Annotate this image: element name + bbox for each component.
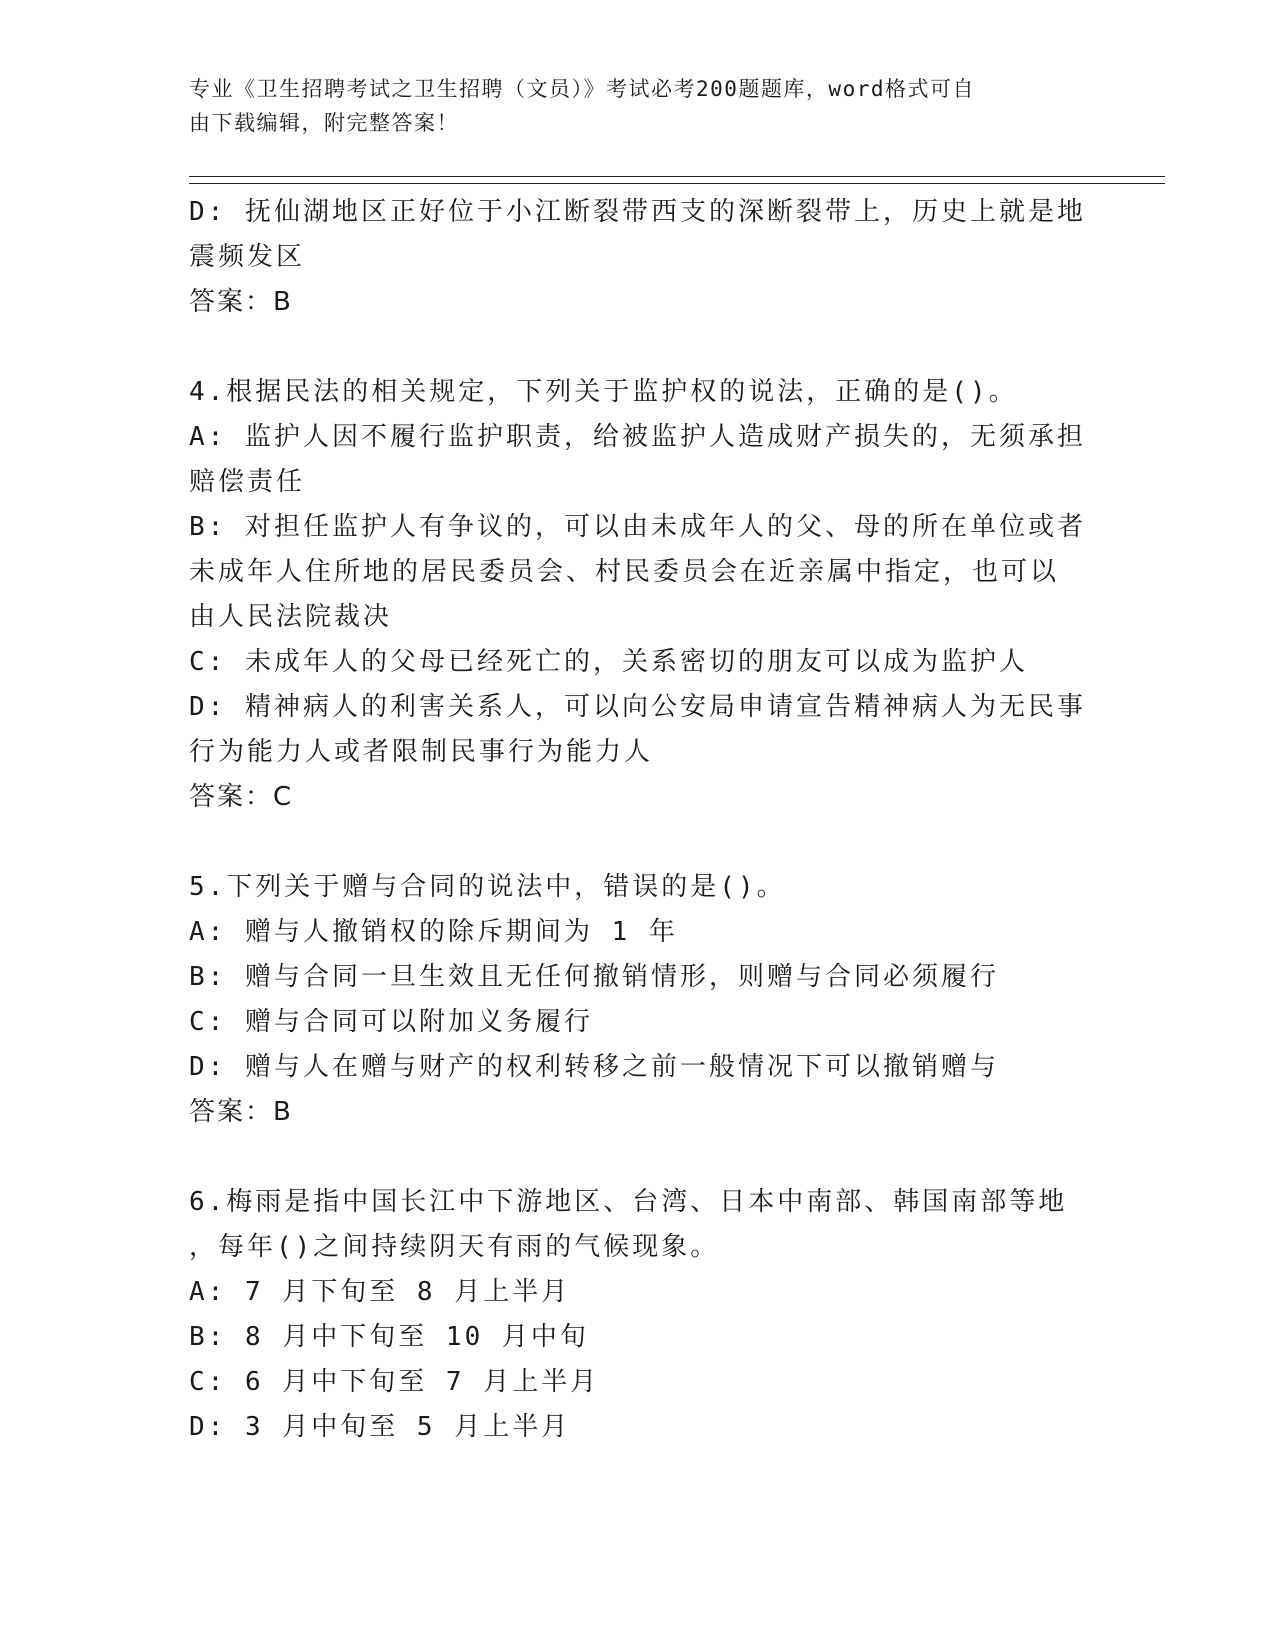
option-a: A: 赠与人撤销权的除斥期间为 1 年 — [189, 917, 678, 947]
question-stem-line-1: 6.梅雨是指中国长江中下游地区、台湾、日本中南部、韩国南部等地 — [189, 1187, 1068, 1217]
spacer — [189, 325, 1089, 370]
question-list — [189, 190, 1089, 1450]
question-4 — [189, 370, 1089, 820]
question-5 — [189, 865, 1089, 1135]
option-d-line-1: D: 抚仙湖地区正好位于小江断裂带西支的深断裂带上，历史上就是地 — [189, 197, 1086, 227]
option-d-line-2: 震频发区 — [189, 242, 306, 272]
question-6 — [189, 1180, 1089, 1450]
answer-label: 答案：B — [189, 1097, 293, 1127]
header-rule-bottom — [189, 183, 1165, 184]
answer-label: 答案：C — [189, 782, 294, 812]
option-b-line-1: B: 对担任监护人有争议的，可以由未成年人的父、母的所在单位或者 — [189, 512, 1086, 542]
option-d: D: 赠与人在赠与财产的权利转移之前一般情况下可以撤销赠与 — [189, 1052, 999, 1082]
answer-label: 答案：B — [189, 287, 293, 317]
spacer — [189, 1135, 1089, 1180]
option-d: D: 3 月中旬至 5 月上半月 — [189, 1412, 571, 1442]
document-header — [189, 72, 1069, 140]
question-stem: 4.根据民法的相关规定，下列关于监护权的说法，正确的是()。 — [189, 377, 1018, 407]
option-d-line-2: 行为能力人或者限制民事行为能力人 — [189, 737, 654, 767]
option-c: C: 赠与合同可以附加义务履行 — [189, 1007, 593, 1037]
option-b-line-3: 由人民法院裁决 — [189, 602, 393, 632]
option-b: B: 8 月中下旬至 10 月中旬 — [189, 1322, 589, 1352]
option-c: C: 未成年人的父母已经死亡的，关系密切的朋友可以成为监护人 — [189, 647, 1028, 677]
option-b: B: 赠与合同一旦生效且无任何撤销情形，则赠与合同必须履行 — [189, 962, 999, 992]
option-b-line-2: 未成年人住所地的居民委员会、村民委员会在近亲属中指定，也可以 — [189, 557, 1060, 587]
question-stem: 5.下列关于赠与合同的说法中，错误的是()。 — [189, 872, 786, 902]
question-3 — [189, 190, 1089, 325]
header-line-2: 由下载编辑，附完整答案！ — [189, 111, 459, 135]
option-a: A: 7 月下旬至 8 月上半月 — [189, 1277, 571, 1307]
header-line-1: 专业《卫生招聘考试之卫生招聘（文员）》考试必考200题题库，word格式可自 — [189, 77, 975, 101]
spacer — [189, 820, 1089, 865]
header-rule-top — [189, 176, 1165, 177]
option-a-line-2: 赔偿责任 — [189, 467, 306, 497]
question-stem-line-2: ，每年()之间持续阴天有雨的气候现象。 — [189, 1232, 720, 1262]
option-d-line-1: D: 精神病人的利害关系人，可以向公安局申请宣告精神病人为无民事 — [189, 692, 1086, 722]
option-c: C: 6 月中下旬至 7 月上半月 — [189, 1367, 600, 1397]
option-a-line-1: A: 监护人因不履行监护职责，给被监护人造成财产损失的，无须承担 — [189, 422, 1086, 452]
